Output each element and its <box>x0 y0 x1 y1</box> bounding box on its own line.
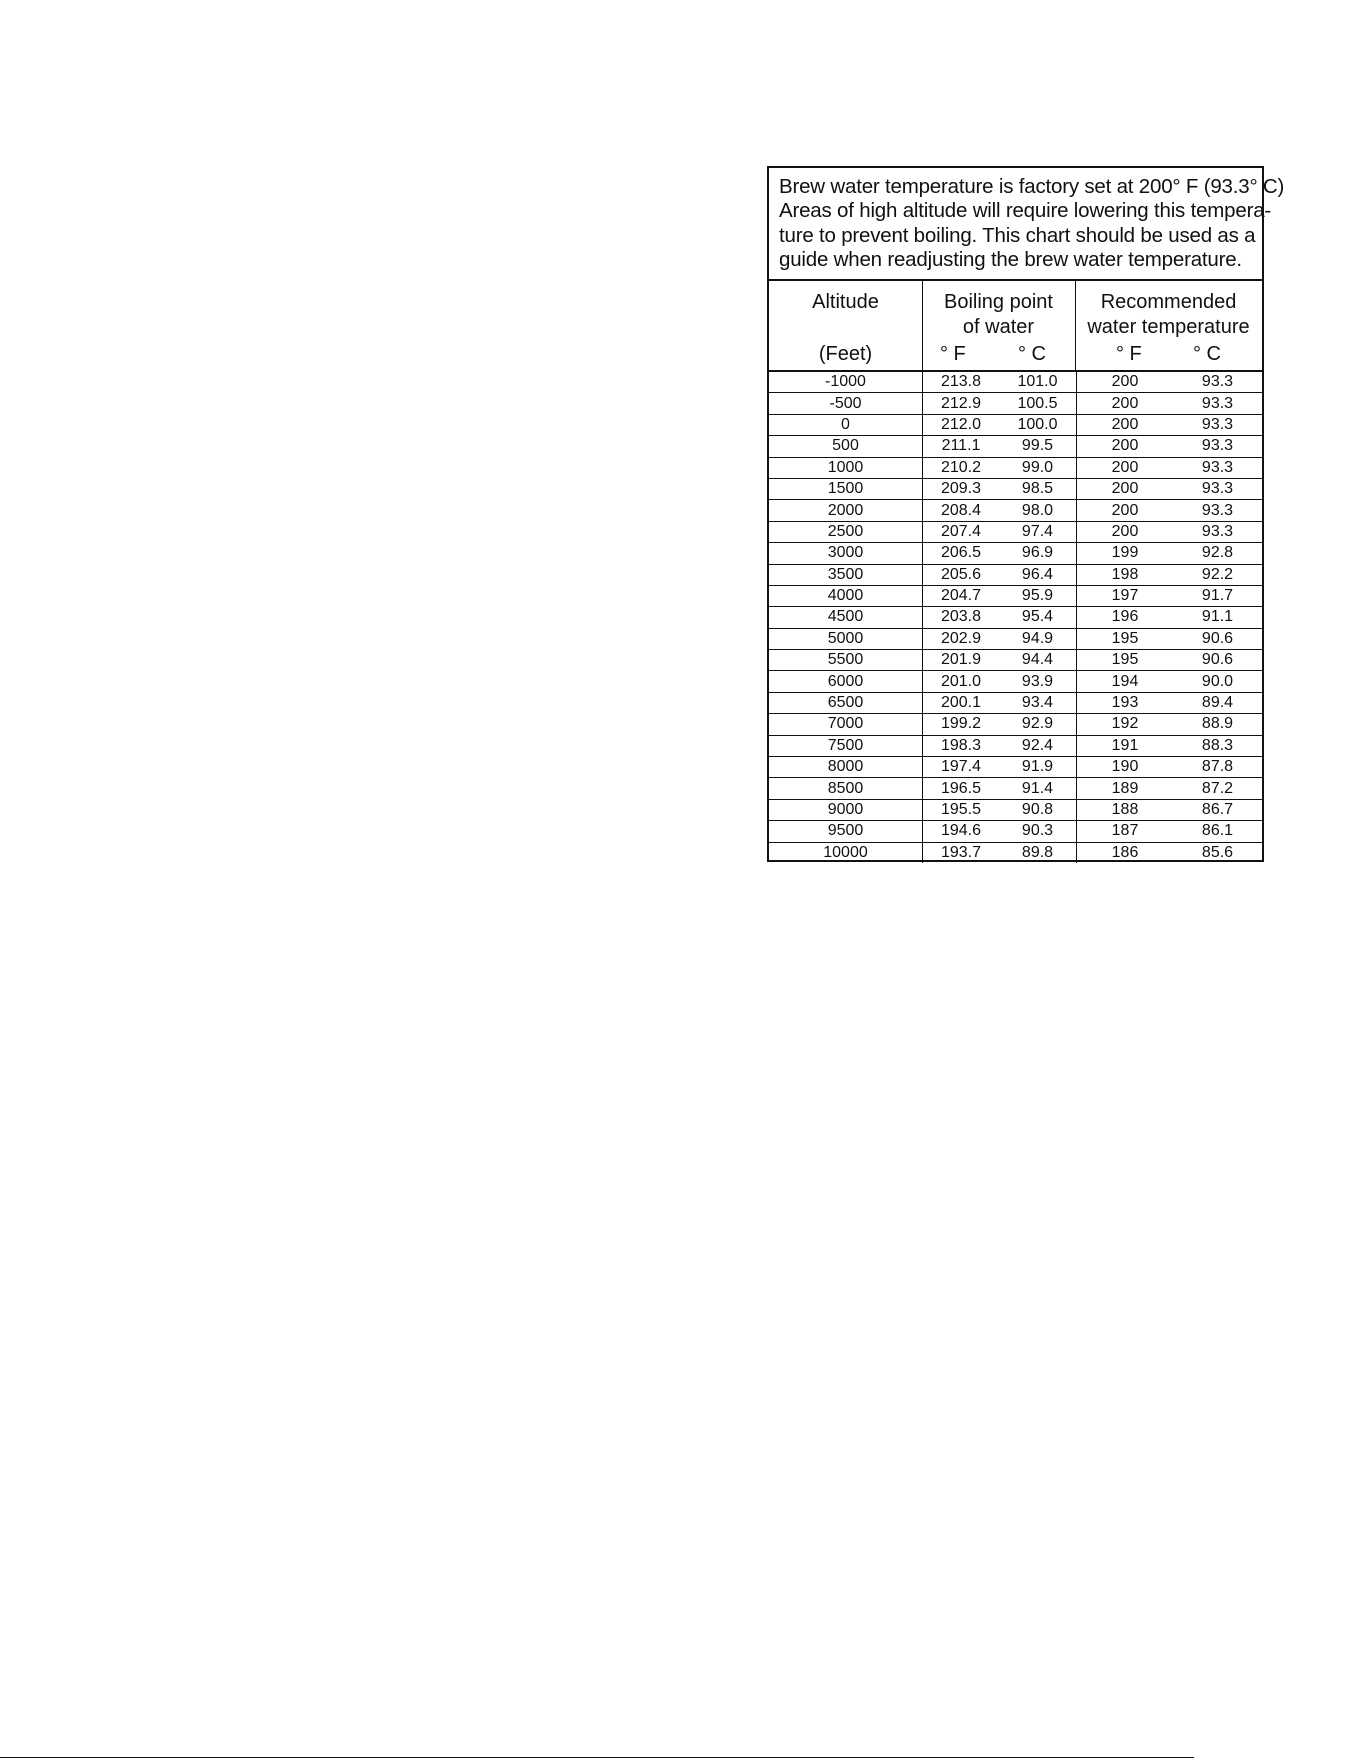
boiling-unit-c: ° C <box>1018 343 1046 365</box>
table-row <box>769 393 1262 414</box>
recommended-f-cell: 200 <box>1077 521 1174 542</box>
recommended-c-cell: 87.2 <box>1173 778 1262 799</box>
recommended-c-cell: 85.6 <box>1201 843 1234 861</box>
boiling-c-cell: 96.9 <box>999 543 1077 564</box>
boiling-f-cell: 196.5 <box>923 778 1000 799</box>
boiling-c-cell: 91.4 <box>999 778 1077 799</box>
boiling-f-cell: 200.1 <box>923 692 1000 713</box>
altitude-cell: 3000 <box>769 543 923 564</box>
recommended-f-cell: 193 <box>1077 692 1174 713</box>
table-row <box>769 821 1262 842</box>
recommended-c-cell: 92.2 <box>1173 564 1262 585</box>
boiling-f-cell: 211.1 <box>923 436 1000 457</box>
recommended-f-cell: 200 <box>1077 500 1174 521</box>
altitude-cell: 8000 <box>769 757 923 778</box>
boiling-f-cell: 203.8 <box>923 607 1000 628</box>
recommended-f-cell: 200 <box>1077 414 1174 435</box>
boiling-f-cell: 209.3 <box>923 478 1000 499</box>
recommended-c-cell: 93.3 <box>1173 372 1262 393</box>
recommended-f-cell: 188 <box>1077 799 1174 820</box>
altitude-cell: 4500 <box>769 607 923 628</box>
table-row <box>769 457 1262 478</box>
recommended-c-cell: 91.7 <box>1173 585 1262 606</box>
recommended-c-cell: 87.8 <box>1173 757 1262 778</box>
altitude-cell: 2500 <box>769 521 923 542</box>
recommended-f-cell: 197 <box>1077 585 1174 606</box>
recommended-c-cell: 88.3 <box>1173 735 1262 756</box>
recommended-f-cell: 200 <box>1077 436 1174 457</box>
table-header <box>769 281 1262 372</box>
recommended-c-cell: 91.1 <box>1173 607 1262 628</box>
altitude-cell: 10000 <box>769 842 923 863</box>
recommended-f-cell: 186 <box>1111 843 1139 861</box>
recommended-c-cell: 93.3 <box>1173 436 1262 457</box>
boiling-f-cell: 197.4 <box>923 757 1000 778</box>
boiling-c-cell: 97.4 <box>999 521 1077 542</box>
table-row <box>769 436 1262 457</box>
boiling-f-cell: 204.7 <box>923 585 1000 606</box>
intro-line: Areas of high altitude will require lowering this tempera- <box>779 199 1272 222</box>
boiling-f-cell: 212.0 <box>923 414 1000 435</box>
altitude-temperature-chart <box>767 166 1285 862</box>
recommended-f-cell: 192 <box>1077 714 1174 735</box>
boiling-c-cell: 98.0 <box>999 500 1077 521</box>
boiling-unit-f: ° F <box>940 343 966 365</box>
table-row <box>769 521 1262 542</box>
altitude-unit-label: (Feet) <box>818 343 873 365</box>
boiling-c-cell: 92.4 <box>999 735 1077 756</box>
recommended-unit-f: ° F <box>1116 343 1142 365</box>
boiling-f-cell: 195.5 <box>923 799 1000 820</box>
recommended-unit-c: ° C <box>1193 343 1221 365</box>
recommended-header-line2: water temperature <box>1087 316 1250 338</box>
table-row <box>769 543 1262 564</box>
altitude-cell: 1500 <box>769 478 923 499</box>
table-row <box>769 372 1262 393</box>
boiling-f-cell: 213.8 <box>923 372 1000 393</box>
table-row <box>769 478 1262 499</box>
table-row <box>769 778 1262 799</box>
table-row <box>769 585 1262 606</box>
recommended-temp-header <box>1075 281 1262 370</box>
recommended-f-cell: 200 <box>1077 393 1174 414</box>
table-row <box>769 714 1262 735</box>
altitude-cell: -1000 <box>769 372 923 393</box>
boiling-f-cell: 210.2 <box>923 457 1000 478</box>
boiling-f-cell: 193.7 <box>940 843 982 861</box>
table-row <box>769 414 1262 435</box>
recommended-f-cell: 200 <box>1077 372 1174 393</box>
recommended-f-cell: 198 <box>1077 564 1174 585</box>
table-row <box>769 842 1262 863</box>
boiling-c-cell: 96.4 <box>999 564 1077 585</box>
recommended-f-cell: 195 <box>1077 650 1174 671</box>
altitude-cell: 0 <box>769 414 923 435</box>
boiling-f-cell: 212.9 <box>923 393 1000 414</box>
recommended-f-cell: 195 <box>1077 628 1174 649</box>
footer-rule <box>0 1757 1194 1758</box>
boiling-f-cell: 198.3 <box>923 735 1000 756</box>
boiling-c-cell: 91.9 <box>999 757 1077 778</box>
boiling-c-cell: 100.0 <box>999 414 1077 435</box>
altitude-cell: 6000 <box>769 671 923 692</box>
altitude-cell: 2000 <box>769 500 923 521</box>
recommended-c-cell: 86.7 <box>1173 799 1262 820</box>
boiling-c-cell: 99.0 <box>999 457 1077 478</box>
recommended-c-cell: 89.4 <box>1173 692 1262 713</box>
recommended-f-cell: 191 <box>1077 735 1174 756</box>
recommended-f-cell: 200 <box>1077 478 1174 499</box>
recommended-c-cell: 93.3 <box>1173 457 1262 478</box>
recommended-c-cell: 93.3 <box>1173 500 1262 521</box>
intro-line: ture to prevent boiling. This chart should be used as a <box>779 223 1256 247</box>
altitude-cell: 3500 <box>769 564 923 585</box>
boiling-c-cell: 90.3 <box>999 821 1077 842</box>
recommended-c-cell: 92.8 <box>1173 543 1262 564</box>
altitude-cell: 7500 <box>769 735 923 756</box>
boiling-c-cell: 94.4 <box>999 650 1077 671</box>
recommended-c-cell: 93.3 <box>1173 393 1262 414</box>
table-row <box>769 692 1262 713</box>
altitude-cell: 7000 <box>769 714 923 735</box>
boiling-c-cell: 101.0 <box>999 372 1077 393</box>
altitude-cell: 1000 <box>769 457 923 478</box>
boiling-f-cell: 205.6 <box>923 564 1000 585</box>
boiling-header-line2: of water <box>962 316 1035 338</box>
table-row <box>769 564 1262 585</box>
altitude-cell: 5000 <box>769 628 923 649</box>
recommended-f-cell: 190 <box>1077 757 1174 778</box>
table-row <box>769 607 1262 628</box>
boiling-f-cell: 201.0 <box>923 671 1000 692</box>
altitude-cell: 9000 <box>769 799 923 820</box>
table-body <box>769 372 1262 863</box>
altitude-header-label: Altitude <box>812 291 879 313</box>
table-row <box>769 799 1262 820</box>
intro-line: guide when readjusting the brew water temperature. <box>779 248 1242 271</box>
table-row <box>769 671 1262 692</box>
temperature-table <box>769 372 1262 863</box>
intro-line: Brew water temperature is factory set at 200° F (93.3° C) <box>779 174 1285 198</box>
recommended-f-cell: 187 <box>1077 821 1174 842</box>
boiling-c-cell: 95.9 <box>999 585 1077 606</box>
boiling-c-cell: 93.4 <box>999 692 1077 713</box>
boiling-f-cell: 202.9 <box>923 628 1000 649</box>
boiling-header-line1: Boiling point <box>944 291 1053 313</box>
boiling-c-cell: 90.8 <box>999 799 1077 820</box>
boiling-f-cell: 206.5 <box>923 543 1000 564</box>
recommended-c-cell: 88.9 <box>1173 714 1262 735</box>
recommended-c-cell: 90.0 <box>1173 671 1262 692</box>
recommended-f-cell: 199 <box>1077 543 1174 564</box>
table-row <box>769 735 1262 756</box>
boiling-c-cell: 94.9 <box>999 628 1077 649</box>
intro-note <box>769 168 1285 281</box>
recommended-c-cell: 93.3 <box>1173 478 1262 499</box>
boiling-point-header <box>922 281 1076 370</box>
recommended-f-cell: 189 <box>1077 778 1174 799</box>
altitude-cell: 8500 <box>769 778 923 799</box>
boiling-c-cell: 99.5 <box>999 436 1077 457</box>
boiling-c-cell: 98.5 <box>999 478 1077 499</box>
table-row <box>769 650 1262 671</box>
boiling-c-cell: 95.4 <box>999 607 1077 628</box>
recommended-f-cell: 200 <box>1077 457 1174 478</box>
altitude-cell: 4000 <box>769 585 923 606</box>
table-row <box>769 757 1262 778</box>
recommended-f-cell: 194 <box>1077 671 1174 692</box>
altitude-cell: -500 <box>769 393 923 414</box>
altitude-cell: 6500 <box>769 692 923 713</box>
altitude-cell: 500 <box>769 436 923 457</box>
table-row <box>769 500 1262 521</box>
table-row <box>769 628 1262 649</box>
boiling-c-cell: 92.9 <box>999 714 1077 735</box>
boiling-c-cell: 89.8 <box>999 842 1077 863</box>
altitude-cell: 9500 <box>769 821 923 842</box>
boiling-f-cell: 194.6 <box>923 821 1000 842</box>
boiling-c-cell: 100.5 <box>999 393 1077 414</box>
recommended-c-cell: 90.6 <box>1173 628 1262 649</box>
boiling-f-cell: 208.4 <box>923 500 1000 521</box>
boiling-f-cell: 207.4 <box>923 521 1000 542</box>
altitude-cell: 5500 <box>769 650 923 671</box>
recommended-c-cell: 90.6 <box>1173 650 1262 671</box>
altitude-header <box>769 281 923 370</box>
boiling-f-cell: 201.9 <box>923 650 1000 671</box>
recommended-f-cell: 196 <box>1077 607 1174 628</box>
recommended-c-cell: 93.3 <box>1173 414 1262 435</box>
boiling-f-cell: 199.2 <box>923 714 1000 735</box>
recommended-header-line1: Recommended <box>1100 291 1237 313</box>
recommended-c-cell: 86.1 <box>1173 821 1262 842</box>
recommended-c-cell: 93.3 <box>1173 521 1262 542</box>
boiling-c-cell: 93.9 <box>999 671 1077 692</box>
